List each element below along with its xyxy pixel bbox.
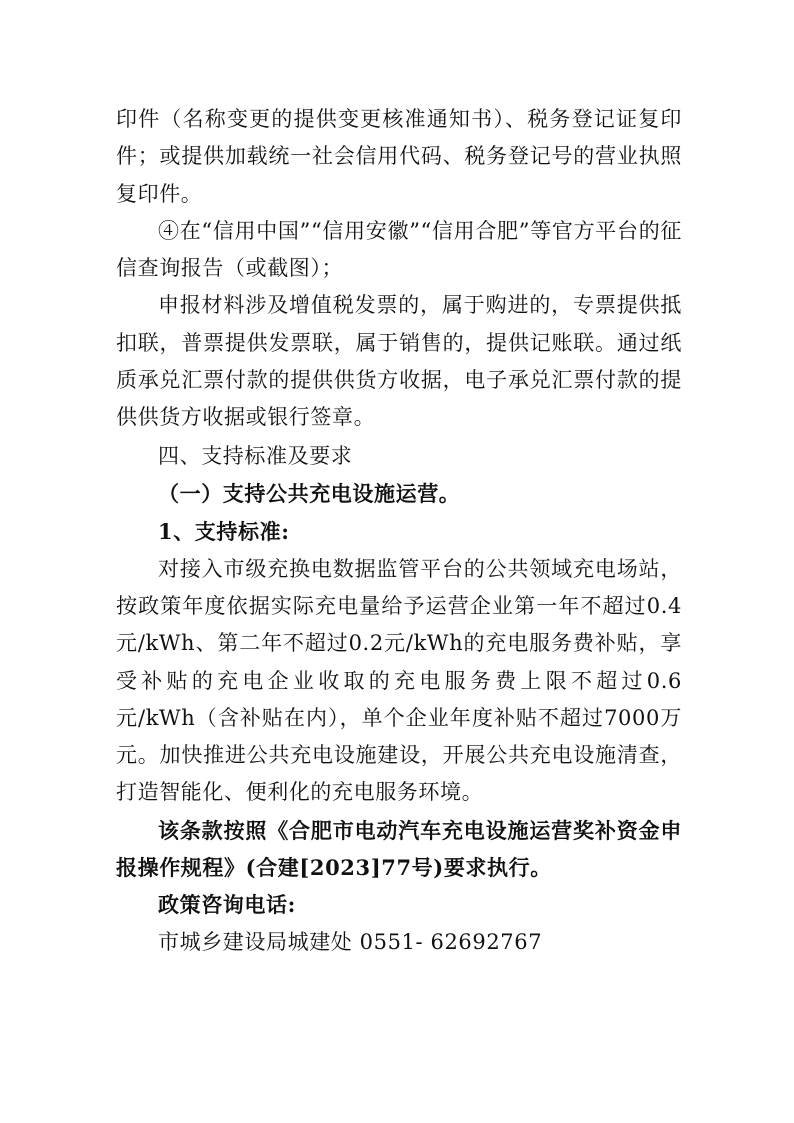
paragraph-materials-copy: 印件（名称变更的提供变更核准通知书）、税务登记证复印件；或提供加载统一社会信用代码、税务登记号的营业执照复印件。	[116, 107, 682, 206]
paragraph-subsidy-details: 对接入市级充换电数据监管平台的公共领域充电场站，按政策年度依据实际充电量给予运营企业第一年不超过0.4元/kWh、第二年不超过0.2元/kWh的充电服务费补贴，享受补贴的充电企业收取的充电服务费上限不超过0.6元/kWh（含补贴在内），单个企业年度补贴不超过7000万元。加快推进公共充电设施建设，开展公共充电设施清查，打造智能化、便利化的充电服务环境。	[116, 556, 682, 805]
document-body	[116, 101, 682, 962]
paragraph-credit-report: ④在“信用中国”“信用安徽”“信用合肥”等官方平台的征信查询报告（或截图）；	[116, 218, 682, 281]
policy-consultation-label: 政策咨询电话:	[158, 892, 296, 918]
item-heading-support-standard: 1、支持标准:	[158, 518, 290, 544]
policy-consultation-contact: 市城乡建设局城建处 0551- 62692767	[158, 930, 543, 955]
section-heading-standards: 四、支持标准及要求	[158, 443, 353, 468]
paragraph-implementation-rule: 该条款按照《合肥市电动汽车充电设施运营奖补资金申报操作规程》(合建[2023]77号)要求执行。	[116, 817, 682, 881]
paragraph-invoice-requirements: 申报材料涉及增值税发票的，属于购进的，专票提供抵扣联，普票提供发票联，属于销售的，提供记账联。通过纸质承兑汇票付款的提供供货方收据，电子承兑汇票付款的提供供货方收据或银行签章。	[116, 293, 682, 430]
subsection-heading-charging: （一）支持公共充电设施运营。	[158, 480, 461, 506]
